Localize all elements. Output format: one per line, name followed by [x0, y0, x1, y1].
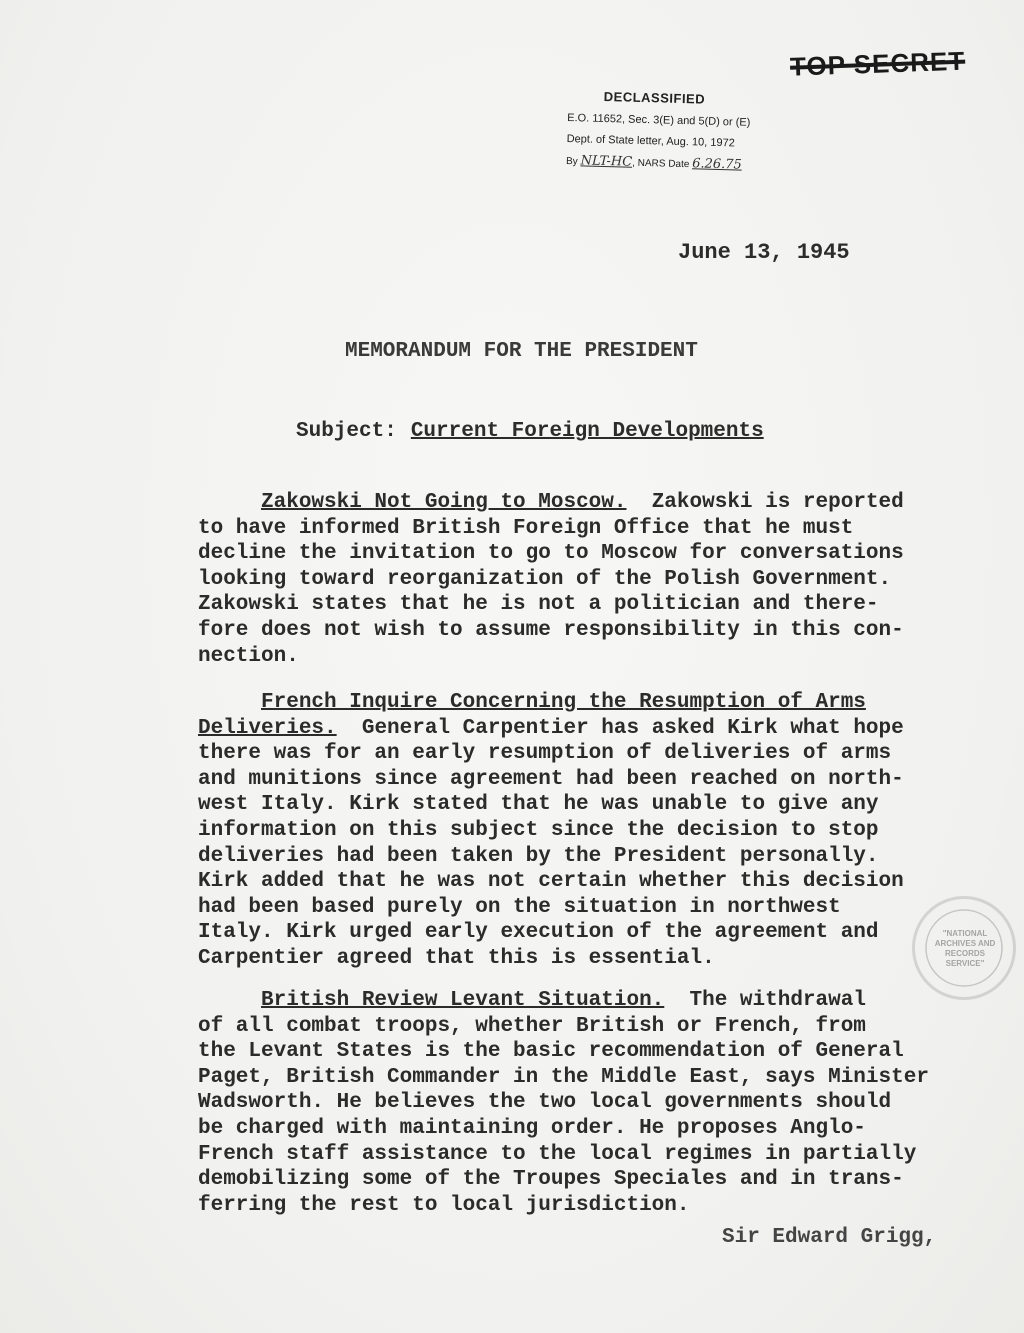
declassification-date: 6.26.75 — [691, 156, 742, 173]
paragraph-line: Zakowski states that he is not a politician and there- — [198, 593, 879, 617]
paragraph-line: the Levant States is the basic recommendation of General — [198, 1040, 904, 1064]
signature-continuation: Sir Edward Grigg, — [722, 1226, 937, 1249]
subject-label: Subject: — [296, 420, 397, 443]
paragraph-heading: Deliveries. — [198, 716, 337, 740]
paragraph-line: fore does not wish to assume responsibility in this con- — [198, 618, 904, 642]
paragraph-line: had been based purely on the situation in northwest — [198, 895, 841, 919]
memo-date: June 13, 1945 — [678, 240, 850, 265]
memo-title: MEMORANDUM FOR THE PRESIDENT — [345, 340, 698, 363]
agency-label: NARS — [637, 157, 666, 170]
memo-subject — [296, 420, 764, 443]
paragraph-line: there was for an early resumption of deliveries of arms — [198, 742, 892, 766]
paragraph-line: looking toward reorganization of the Polish Government. — [198, 567, 892, 591]
paragraph-line: decline the invitation to go to Moscow for conversations — [198, 542, 904, 566]
paragraph-line: deliveries had been taken by the President personally. — [198, 844, 879, 868]
paragraph-line: Italy. Kirk urged early execution of the agreement and — [198, 921, 879, 945]
classification-marking: TOP SECRET — [789, 45, 966, 82]
paragraph-line — [198, 716, 958, 742]
paragraph-levant — [198, 988, 958, 1218]
seal-text — [929, 929, 1001, 969]
paragraph-line: nection. — [198, 644, 299, 668]
declassification-stamp — [566, 88, 828, 175]
paragraph-line: west Italy. Kirk stated that he was unable to give any — [198, 793, 879, 817]
paragraph-line — [198, 988, 958, 1014]
paragraph-zakowski — [198, 490, 958, 669]
paragraph-text: The withdrawal — [689, 989, 866, 1012]
subject-value: Current Foreign Developments — [410, 420, 764, 443]
paragraph-line: be charged with maintaining order. He proposes Anglo- — [198, 1116, 866, 1140]
seal-line: SERVICE" — [945, 959, 985, 968]
paragraph-line: demobilizing some of the Troupes Speciales and in trans- — [198, 1168, 904, 1192]
paragraph-line: Paget, British Commander in the Middle East, says Minister — [198, 1065, 929, 1089]
paragraph-line: ferring the rest to local jurisdiction. — [198, 1193, 690, 1217]
declassified-heading: DECLASSIFIED — [603, 88, 706, 107]
paragraph-line: Kirk added that he was not certain whether this decision — [198, 870, 904, 894]
paragraph-heading: British Review Levant Situation. — [261, 989, 665, 1012]
paragraph-line: French staff assistance to the local regimes in partially — [198, 1142, 917, 1166]
paragraph-line — [198, 490, 958, 516]
paragraph-line: Wadsworth. He believes the two local governments should — [198, 1091, 892, 1115]
archives-seal-stamp — [912, 896, 1016, 1000]
paragraph-text: Zakowski is reported — [651, 491, 904, 514]
by-initials: NLT-HC — [580, 153, 633, 170]
paragraph-line: Carpentier agreed that this is essential. — [198, 946, 715, 970]
paragraph-line — [198, 690, 958, 716]
paragraph-heading: Zakowski Not Going to Moscow. — [261, 491, 627, 514]
paragraph-line: and munitions since agreement had been reached on north- — [198, 767, 904, 791]
paragraph-line: to have informed British Foreign Office that he must — [198, 516, 854, 540]
declassification-authority: E.O. 11652, Sec. 3(E) and 5(D) or (E) — [567, 111, 751, 129]
paragraph-text: General Carpentier has asked Kirk what hope — [361, 716, 904, 740]
declassification-by-line: By NLT-HC, NARS Date 6.26.75 — [565, 153, 742, 173]
by-label: By — [565, 155, 578, 168]
date-label: Date — [668, 158, 690, 171]
paragraph-line: of all combat troops, whether British or French, from — [198, 1014, 866, 1038]
seal-line: ARCHIVES AND — [934, 939, 996, 948]
seal-line: RECORDS — [944, 949, 985, 958]
seal-line: "NATIONAL — [942, 929, 988, 938]
declassification-reference: Dept. of State letter, Aug. 10, 1972 — [566, 132, 735, 150]
paragraph-french-arms — [198, 690, 958, 972]
paragraph-heading: French Inquire Concerning the Resumption of Arms — [261, 691, 866, 714]
paragraph-line: information on this subject since the decision to stop — [198, 818, 879, 842]
